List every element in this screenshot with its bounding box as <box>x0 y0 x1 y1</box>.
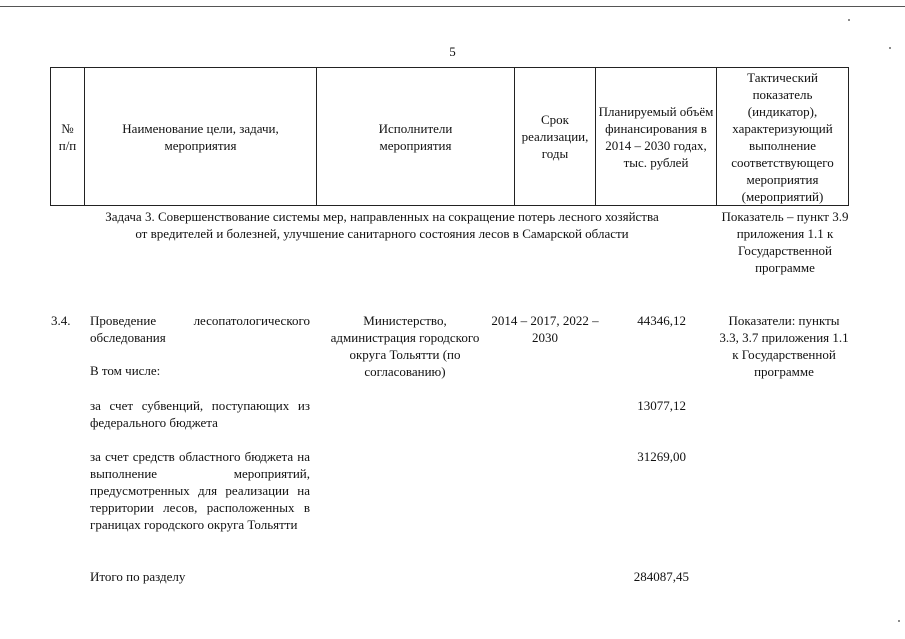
row-amount: 44346,12 <box>637 313 686 328</box>
top-border-line <box>0 6 905 7</box>
table-header <box>50 67 849 206</box>
sub-item-regional-name: за счет средств областного бюджета на выполнение мероприятий, предусмотренных для реализации на территории лесов, расположенных в границах городского округа Тольятти <box>90 449 310 532</box>
header-col-name: Наименование цели, задачи, мероприятия <box>122 120 279 153</box>
header-col-indicator: Тактический показатель (индикатор), характеризующий выполнение соответствующего мероприятия (мероприятий) <box>731 69 834 204</box>
task-indicator: Показатель – пункт 3.9 приложения 1.1 к Государственной программе <box>721 209 849 275</box>
header-col-financing: Планируемый объём финансирования в 2014 – 2030 годах, тыс. рублей <box>598 103 714 170</box>
sub-item-regional-amount: 31269,00 <box>637 449 686 464</box>
header-col-executor: Исполнители мероприятия <box>378 120 453 153</box>
row-indicator: Показатели: пункты 3.3, 3.7 приложения 1.1 к Государственной программе <box>719 313 849 379</box>
row-including-label: В том числе: <box>90 363 161 378</box>
section-total-amount: 284087,45 <box>633 569 689 584</box>
header-col-number: № п/п <box>58 120 77 153</box>
row-number: 3.4. <box>51 313 71 328</box>
scan-speck <box>898 620 900 622</box>
scan-speck <box>848 19 850 21</box>
row-term: 2014 – 2017, 2022 – 2030 <box>491 313 599 345</box>
row-executor: Министерство, администрация городского округа Тольятти (по согласованию) <box>330 313 480 379</box>
section-total-label: Итого по разделу <box>90 569 186 584</box>
sub-item-federal-name: за счет субвенций, поступающих из федерального бюджета <box>90 398 310 430</box>
sub-item-federal-amount: 13077,12 <box>637 398 686 413</box>
header-col-term: Срок реализации, годы <box>521 112 589 161</box>
task-line-1: Задача 3. Совершенствование системы мер, направленных на сокращение потерь лесного хозяйства <box>105 209 659 224</box>
row-activity-name: Проведение лесопатологического обследования <box>90 313 310 345</box>
page-number: 5 <box>449 44 456 59</box>
task-line-2: от вредителей и болезней, улучшение санитарного состояния лесов в Самарской области <box>135 226 629 241</box>
